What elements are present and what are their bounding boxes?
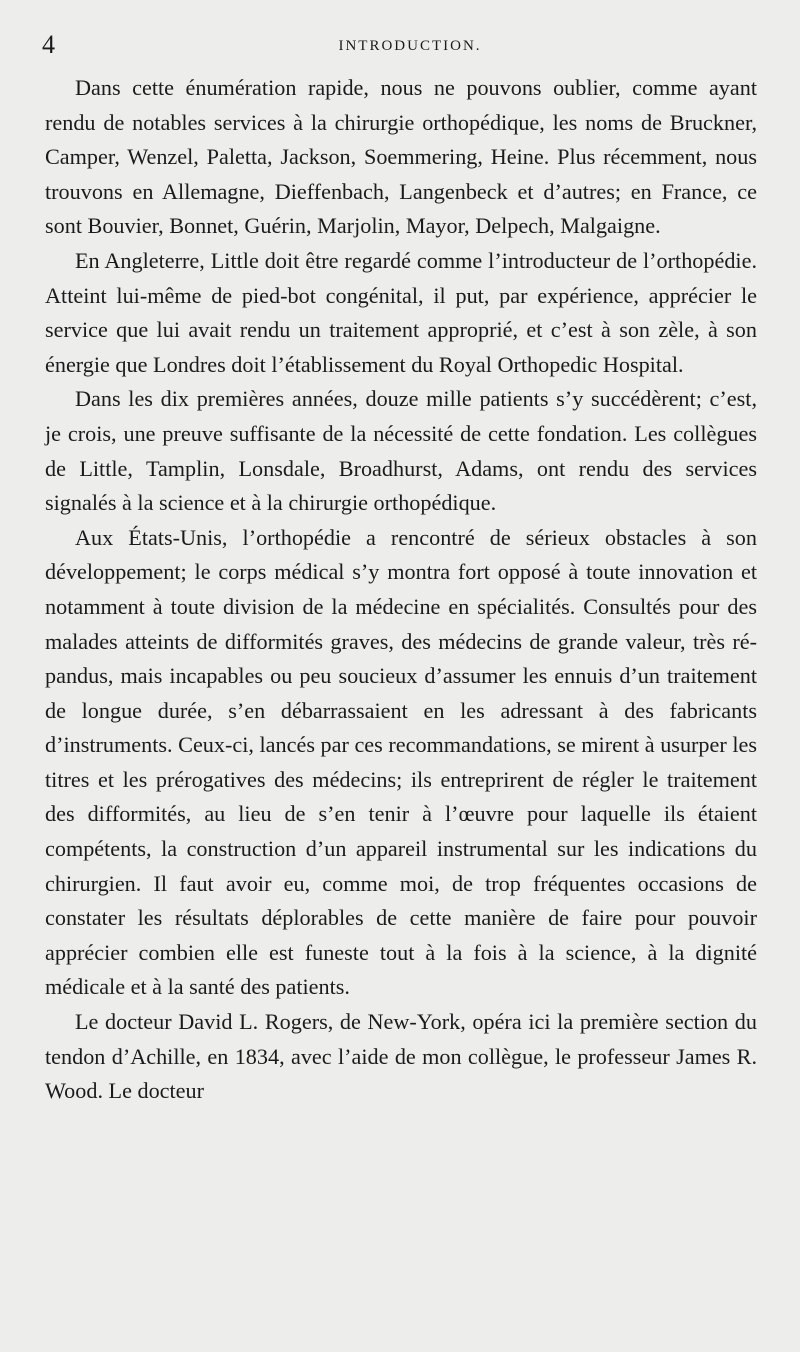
paragraph-enumeration: Dans cette énumération rapide, nous ne pouvons oublier, comme ayant rendu de notables services à la chirurgie orthopédique, les noms de Bruckner, Camper, Wenzel, Paletta, Jackson, Soemmering, Heine. Plus récemment, nous trouvons en Allemagne, Dieffenbach, Langenbeck et d’autres; en France, ce sont Bouvier, Bonnet, Guérin, Marjolin, Mayor, Delpech, Malgaigne. [45,75,757,239]
paragraph-angleterre: En Angleterre, Little doit être regardé comme l’introducteur de l’orthopédie. Atteint lui-même de pied-bot congénital, il put, par expérience, apprécier le service que lui avait rendu un traitement approprié, et c’est à son zèle, à son énergie que Londres doit l’établissement du Royal Orthopedic Hospital. [45,247,757,377]
page-header [42,30,758,60]
page-number: 4 [42,30,55,59]
body-text [45,71,757,1109]
paragraph-etats-unis: Aux États-Unis, l’orthopédie a rencontré de sérieux obstacles à son développement; le corps médical s’y montra fort opposé à toute innovation et notamment à toute division de la médecine en spécialités. Consultés pour des malades atteints de difformités graves, des médecins de grande valeur, très répandus, mais incapables ou peu soucieux d’assumer les ennuis d’un traitement de longue durée, s’en débarrassaient en les adressant à des fabricants d’instruments. Ceux-ci, lancés par ces recommandations, se mirent à usurper les titres et les prérogatives des médecins; ils entreprirent de régler le traitement des difformités, au lieu de s’en tenir à l’œuvre pour laquelle ils étaient compétents, la construction d’un appareil instrumental sur les indications du chirurgien. Il faut avoir eu, comme moi, de trop fréquentes occasions de constater les résultats déplorables de cette manière de faire pour pouvoir apprécier combien elle est funeste tout à la fois à la science, à la dignité médicale et à la santé des patients. [45,524,757,1000]
paragraph-premieres-annees: Dans les dix premières années, douze mille patients s’y succédèrent; c’est, je crois, une preuve suffisante de la nécessité de cette fondation. Les collègues de Little, Tamplin, Lonsdale, Broadhurst, Adams, ont rendu des services signalés à la science et à la chirurgie orthopédique. [45,386,757,516]
paragraph-rogers: Le docteur David L. Rogers, de New-York, opéra ici la première section du tendon d’Achille, en 1834, avec l’aide de mon collègue, le professeur James R. Wood. Le docteur [45,1009,757,1104]
running-head: INTRODUCTION. [338,38,482,54]
